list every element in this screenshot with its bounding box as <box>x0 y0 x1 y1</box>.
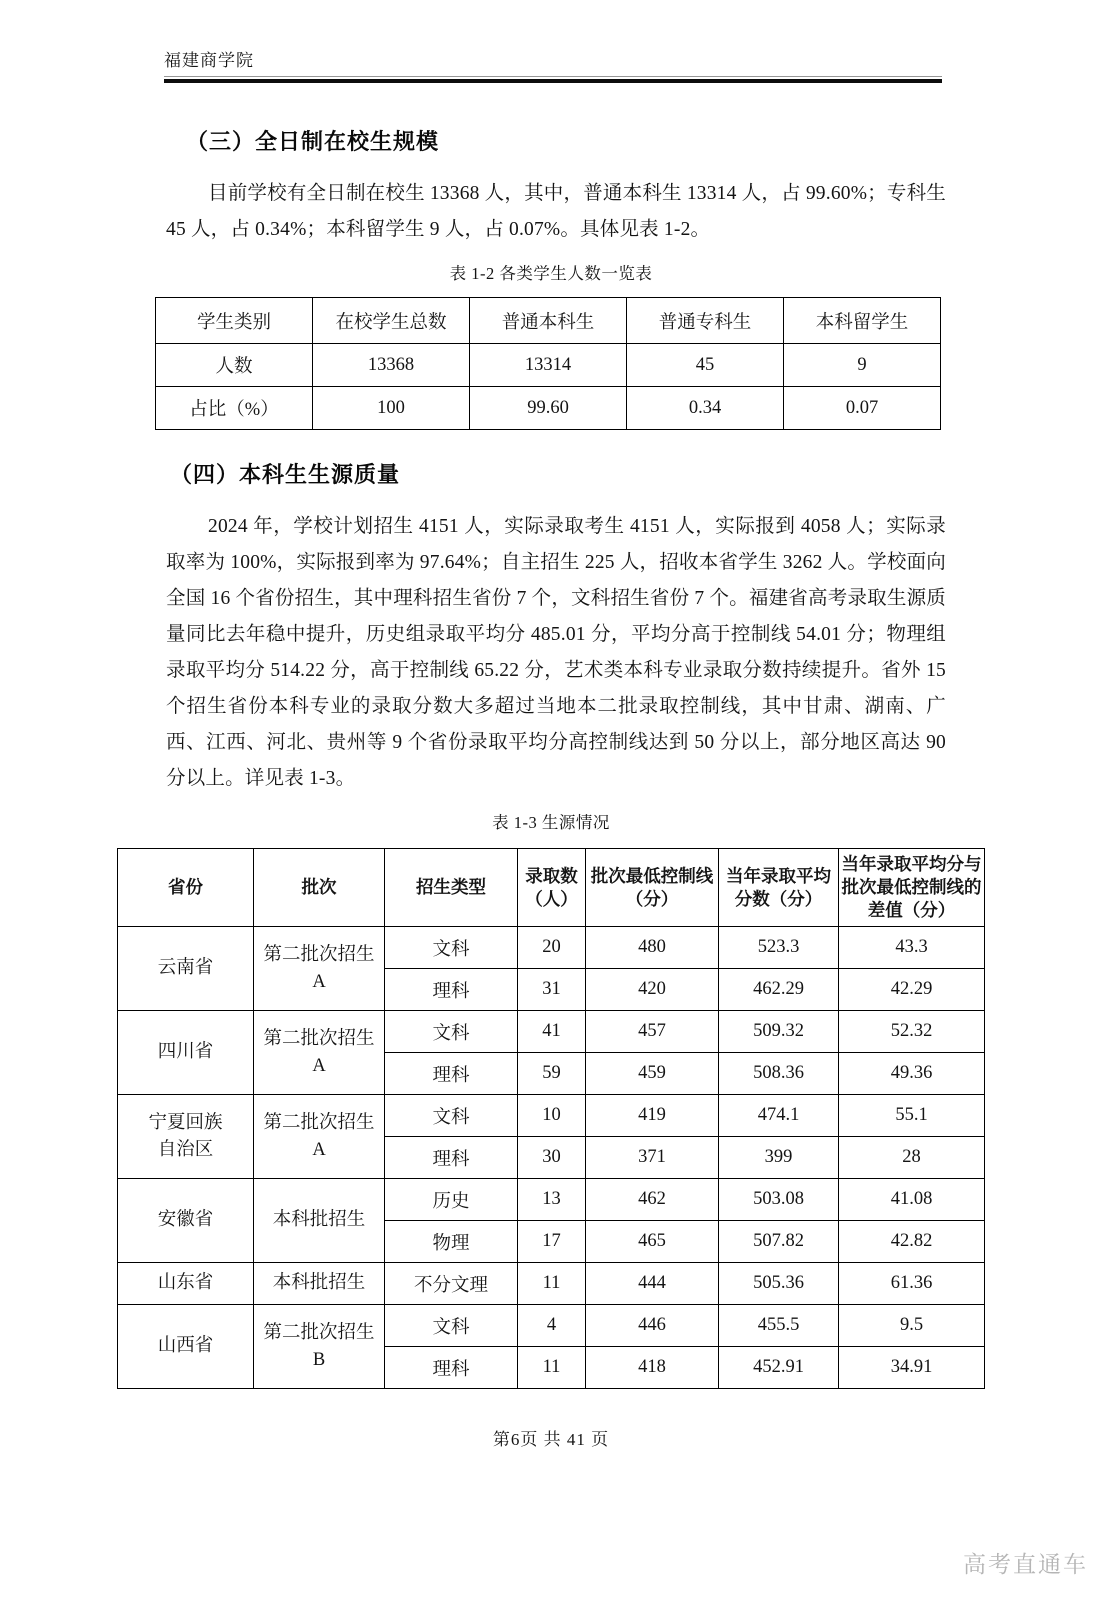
table-1-3 <box>117 848 985 1389</box>
admitted-count-cell: 20 <box>518 927 586 969</box>
control-line-cell: 457 <box>586 1011 719 1053</box>
enroll-type-cell: 理科 <box>385 1053 518 1095</box>
score-diff-cell: 9.5 <box>839 1305 985 1347</box>
batch-cell: 本科批招生 <box>254 1179 385 1263</box>
table-1-3-caption: 表 1-3 生源情况 <box>492 813 610 832</box>
column-header: 招生类型 <box>385 849 518 927</box>
score-diff-cell: 61.36 <box>839 1263 985 1305</box>
column-header: 学生类别 <box>156 298 313 344</box>
score-diff-cell: 34.91 <box>839 1347 985 1389</box>
table-row <box>156 387 941 430</box>
admitted-count-cell: 17 <box>518 1221 586 1263</box>
section4-heading: （四）本科生生源质量 <box>170 462 401 487</box>
admitted-count-cell: 30 <box>518 1137 586 1179</box>
admitted-count-cell: 11 <box>518 1347 586 1389</box>
value-cell: 0.07 <box>784 387 941 430</box>
table-row <box>118 1263 985 1305</box>
score-diff-cell: 42.29 <box>839 969 985 1011</box>
enroll-type-cell: 文科 <box>385 1305 518 1347</box>
value-cell: 45 <box>627 344 784 387</box>
table-header-row <box>156 298 941 344</box>
admitted-count-cell: 59 <box>518 1053 586 1095</box>
province-cell: 山东省 <box>118 1263 254 1305</box>
value-cell: 100 <box>313 387 470 430</box>
score-diff-cell: 28 <box>839 1137 985 1179</box>
control-line-cell: 418 <box>586 1347 719 1389</box>
control-line-cell: 371 <box>586 1137 719 1179</box>
table-1-2-head <box>156 298 941 344</box>
enroll-type-cell: 文科 <box>385 1095 518 1137</box>
score-diff-cell: 55.1 <box>839 1095 985 1137</box>
value-cell: 0.34 <box>627 387 784 430</box>
enroll-type-cell: 文科 <box>385 927 518 969</box>
table-header-row <box>118 849 985 927</box>
table-1-2 <box>155 297 941 430</box>
header-rule <box>164 79 942 83</box>
table-row <box>118 1011 985 1053</box>
page-header <box>164 46 942 83</box>
control-line-cell: 459 <box>586 1053 719 1095</box>
control-line-cell: 462 <box>586 1179 719 1221</box>
page-footer <box>0 1425 1102 1577</box>
control-line-cell: 444 <box>586 1263 719 1305</box>
batch-cell: 本科批招生 <box>254 1263 385 1305</box>
column-header: 当年录取平均分数（分） <box>719 849 839 927</box>
table-1-3-body <box>118 927 985 1389</box>
enroll-type-cell: 不分文理 <box>385 1263 518 1305</box>
score-diff-cell: 49.36 <box>839 1053 985 1095</box>
value-cell: 13314 <box>470 344 627 387</box>
control-line-cell: 420 <box>586 969 719 1011</box>
column-header: 批次 <box>254 849 385 927</box>
table-row <box>118 1305 985 1347</box>
section3-paragraph: 目前学校有全日制在校生 13368 人，其中，普通本科生 13314 人，占 99.60%；专科生 45 人，占 0.34%；本科留学生 9 人，占 0.07%。具体见表 1-2。 <box>166 183 946 240</box>
admitted-count-cell: 41 <box>518 1011 586 1053</box>
batch-cell: 第二批次招生A <box>254 927 385 1011</box>
table-row <box>118 1095 985 1137</box>
enroll-type-cell: 理科 <box>385 1137 518 1179</box>
avg-score-cell: 399 <box>719 1137 839 1179</box>
document-body <box>0 125 1102 1389</box>
table-row <box>156 344 941 387</box>
column-header: 当年录取平均分与批次最低控制线的差值（分） <box>839 849 985 927</box>
value-cell: 9 <box>784 344 941 387</box>
province-cell: 四川省 <box>118 1011 254 1095</box>
enroll-type-cell: 历史 <box>385 1179 518 1221</box>
table-row <box>118 927 985 969</box>
section3-heading: （三）全日制在校生规模 <box>186 129 440 154</box>
table-1-2-body <box>156 344 941 430</box>
province-cell: 山西省 <box>118 1305 254 1389</box>
column-header: 普通专科生 <box>627 298 784 344</box>
avg-score-cell: 462.29 <box>719 969 839 1011</box>
value-cell: 13368 <box>313 344 470 387</box>
avg-score-cell: 452.91 <box>719 1347 839 1389</box>
column-header: 批次最低控制线（分） <box>586 849 719 927</box>
table-1-2-caption: 表 1-2 各类学生人数一览表 <box>449 264 653 283</box>
province-cell: 安徽省 <box>118 1179 254 1263</box>
value-cell: 99.60 <box>470 387 627 430</box>
table-1-3-head <box>118 849 985 927</box>
avg-score-cell: 507.82 <box>719 1221 839 1263</box>
admitted-count-cell: 4 <box>518 1305 586 1347</box>
column-header: 在校学生总数 <box>313 298 470 344</box>
admitted-count-cell: 31 <box>518 969 586 1011</box>
province-cell: 宁夏回族自治区 <box>118 1095 254 1179</box>
control-line-cell: 446 <box>586 1305 719 1347</box>
table-row <box>118 1179 985 1221</box>
score-diff-cell: 43.3 <box>839 927 985 969</box>
batch-cell: 第二批次招生B <box>254 1305 385 1389</box>
avg-score-cell: 503.08 <box>719 1179 839 1221</box>
admitted-count-cell: 13 <box>518 1179 586 1221</box>
avg-score-cell: 474.1 <box>719 1095 839 1137</box>
document-page <box>0 46 1102 1577</box>
column-header: 省份 <box>118 849 254 927</box>
row-label-cell: 人数 <box>156 344 313 387</box>
score-diff-cell: 52.32 <box>839 1011 985 1053</box>
avg-score-cell: 455.5 <box>719 1305 839 1347</box>
enroll-type-cell: 理科 <box>385 1347 518 1389</box>
row-label-cell: 占比（%） <box>156 387 313 430</box>
watermark: 高考直通车 <box>963 1551 1088 1577</box>
enroll-type-cell: 文科 <box>385 1011 518 1053</box>
admitted-count-cell: 11 <box>518 1263 586 1305</box>
enroll-type-cell: 理科 <box>385 969 518 1011</box>
column-header: 录取数（人） <box>518 849 586 927</box>
batch-cell: 第二批次招生A <box>254 1011 385 1095</box>
section4-paragraph: 2024 年，学校计划招生 4151 人，实际录取考生 4151 人，实际报到 4058 人；实际录取率为 100%，实际报到率为 97.64%；自主招生 225 人，招收本省学生 3262 人。学校面向全国 16 个省份招生，其中理科招生省份 7 个，文科招生省份 7 个。福建省高考录取生源质量同比去年稳中提升，历史组录取平均分 485.01 分，平均分高于控制线 54.01 分；物理组录取平均分 514.22 分，高于控制线 65.22 分，艺术类本科专业录取分数持续提升。省外 15 个招生省份本科专业的录取分数大多超过当地本二批录取控制线，其中甘肃、湖南、广西、江西、河北、贵州等 9 个省份录取平均分高控制线达到 50 分以上，部分地区高达 90 分以上。详见表 1-3。 <box>166 516 946 789</box>
enroll-type-cell: 物理 <box>385 1221 518 1263</box>
avg-score-cell: 509.32 <box>719 1011 839 1053</box>
score-diff-cell: 41.08 <box>839 1179 985 1221</box>
avg-score-cell: 523.3 <box>719 927 839 969</box>
column-header: 普通本科生 <box>470 298 627 344</box>
avg-score-cell: 505.36 <box>719 1263 839 1305</box>
control-line-cell: 465 <box>586 1221 719 1263</box>
page-number: 第6页 共 41 页 <box>492 1430 610 1449</box>
school-name: 福建商学院 <box>164 46 942 77</box>
batch-cell: 第二批次招生A <box>254 1095 385 1179</box>
avg-score-cell: 508.36 <box>719 1053 839 1095</box>
score-diff-cell: 42.82 <box>839 1221 985 1263</box>
control-line-cell: 480 <box>586 927 719 969</box>
control-line-cell: 419 <box>586 1095 719 1137</box>
admitted-count-cell: 10 <box>518 1095 586 1137</box>
province-cell: 云南省 <box>118 927 254 1011</box>
column-header: 本科留学生 <box>784 298 941 344</box>
